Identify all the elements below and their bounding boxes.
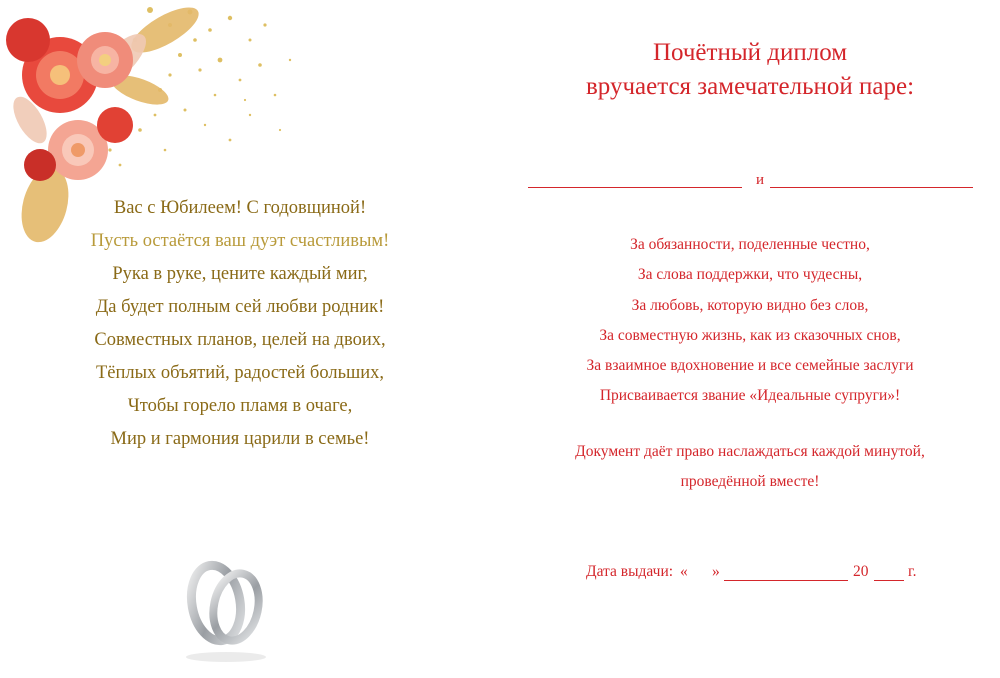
poem-line: Пусть остаётся ваш дуэт счастливым! (90, 231, 390, 251)
merits-list (500, 230, 1000, 412)
poem-line: Тёплых объятий, радостей больших, (95, 363, 385, 383)
date-close-quote: » (712, 563, 720, 580)
date-century: 20 (853, 563, 869, 580)
poem-line: Рука в руке, цените каждый миг, (112, 264, 368, 284)
year-suffix: г. (908, 563, 917, 580)
year-blank[interactable] (874, 580, 904, 581)
date-label: Дата выдачи: (586, 563, 674, 580)
poem-line: Чтобы горело пламя в очаге, (127, 396, 353, 416)
month-blank[interactable] (724, 580, 848, 581)
couple-names-row (500, 170, 1000, 192)
rights-line: проведённой вместе! (680, 473, 820, 490)
congratulation-poem (0, 192, 480, 456)
rights-text (500, 437, 1000, 497)
poem-line: Совместных планов, целей на двоих, (94, 330, 386, 350)
right-page (500, 0, 1000, 678)
merit-line: За взаимное вдохновение и все семейные заслуги (586, 357, 914, 375)
poem-line: Мир и гармония царили в семье! (110, 429, 370, 449)
issue-date-row (500, 563, 1000, 587)
wedding-rings-icon (178, 545, 278, 665)
date-open-quote: « (680, 563, 688, 580)
name-blank-2[interactable] (770, 187, 973, 188)
pair-connector: и (756, 172, 765, 188)
diploma-subtitle: вручается замечательной паре: (585, 73, 915, 100)
merit-line: За совместную жизнь, как из сказочных снов, (599, 326, 901, 344)
rights-line: Документ даёт право наслаждаться каждой минутой, (575, 443, 925, 460)
merit-line: За обязанности, поделенные честно, (630, 236, 870, 253)
poem-line: Да будет полным сей любви родник! (95, 297, 385, 317)
merit-line: За любовь, которую видно без слов, (631, 296, 869, 314)
merit-line: Присваивается звание «Идеальные супруги»! (599, 387, 901, 405)
name-blank-1[interactable] (528, 187, 742, 188)
merit-line: За слова поддержки, что чудесны, (637, 266, 863, 284)
diploma-title: Почётный диплом (652, 39, 848, 66)
poem-line: Вас с Юбилеем! С годовщиной! (113, 198, 367, 218)
